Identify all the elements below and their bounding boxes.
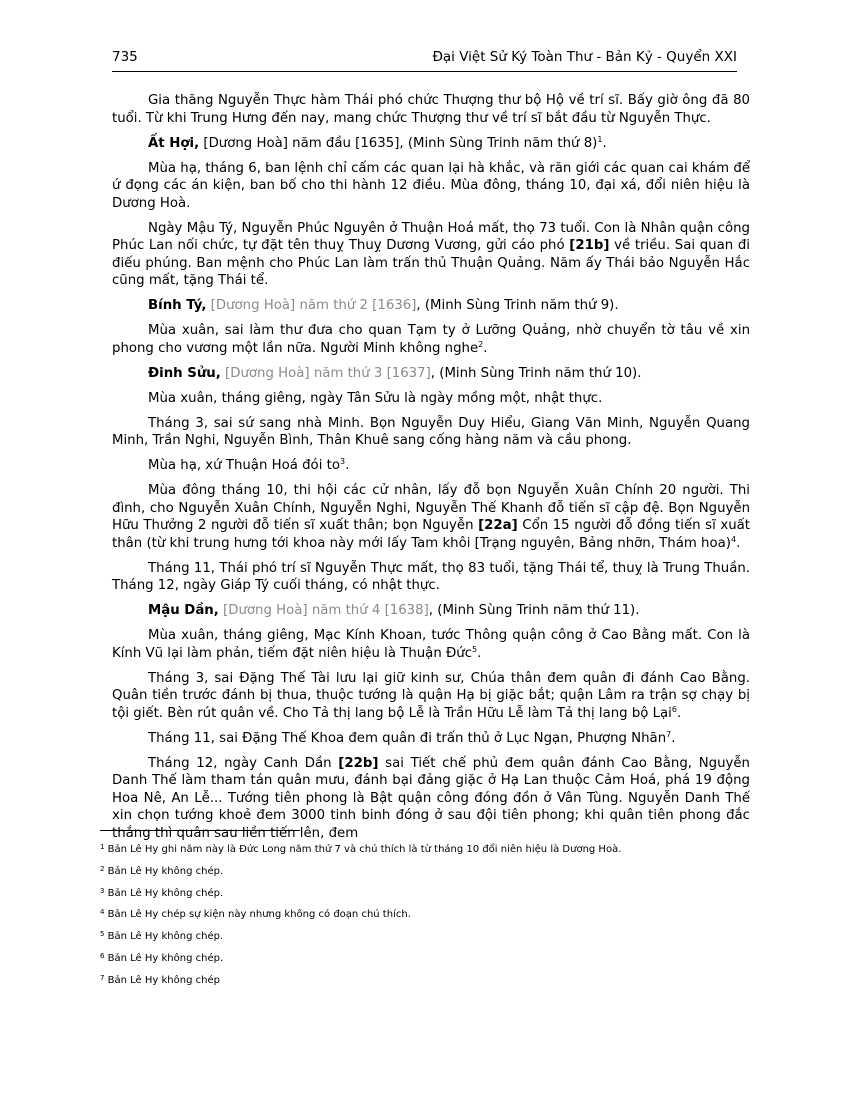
footnote-text: Bản Lê Hy không chép. (107, 952, 224, 964)
main-text (112, 92, 750, 850)
page-number: 735 (112, 49, 138, 65)
year-name: Bính Tý, (148, 298, 207, 313)
footnote (100, 888, 740, 910)
page-marker: [22a] (478, 518, 518, 533)
footnote-text: Bản Lê Hy không chép. (107, 865, 224, 877)
footnote-ref[interactable]: 2 (478, 339, 484, 349)
footnote-number: 7 (100, 973, 105, 982)
paragraph-6: Mùa xuân, sai làm thư đưa cho quan Tạm ty ở Lưỡng Quảng, nhờ chuyển tờ tâu về xin phong cho vương một lần nữa. Người Minh không nghe$^2$. (112, 323, 750, 356)
year-name: Đinh Sửu, (148, 365, 221, 381)
footnote (100, 844, 740, 866)
year-name: Ất Hợi, (148, 135, 200, 151)
year-heading-dinh-suu: Đinh Sửu, [Dương Hoà] năm thứ 3 [1637], (Minh Sùng Trinh năm thứ 10). (148, 365, 642, 381)
footnote-number: 6 (100, 951, 105, 960)
paragraph-8: Mùa xuân, tháng giêng, ngày Tân Sửu là ngày mồng một, nhật thực. (148, 390, 603, 406)
paragraph-15: Tháng 3, sai Đặng Thế Tài lưu lại giữ kinh sư, Chúa thân đem quân đi đánh Cao Bằng. Quân tiền trước đánh bị thua, thuộc tướng là quận Hạ bị giặc bắt; quận Lâm ra trận sợ chạy bị tội giết. Bèn rút quân về. Cho Tả thị lang bộ Lễ là Trần Hữu Lễ làm Tả thị lang bộ Lại$^6$. (112, 670, 750, 721)
footnote-divider (100, 830, 300, 831)
footnote (100, 866, 740, 888)
footnote-ref[interactable]: 1 (597, 134, 603, 144)
footnote-ref[interactable]: 6 (671, 704, 677, 714)
footnote-text: Bản Lê Hy không chép (107, 974, 220, 986)
footnote-ref[interactable]: 4 (730, 534, 737, 544)
paragraph-14: Mùa xuân, tháng giêng, Mạc Kính Khoan, tước Thông quận công ở Cao Bằng mất. Con là Kính Vũ lại làm phản, tiếm đặt niên hiệu là Thuận Đức$^5$. (112, 628, 750, 661)
page-header (112, 49, 737, 72)
footnote-text: Bản Lê Hy không chép. (107, 931, 224, 943)
footnote-number: 2 (100, 864, 105, 873)
paragraph-4: Ngày Mậu Tý, Nguyễn Phúc Nguyên ở Thuận Hoá mất, thọ 73 tuổi. Con là Nhân quận công Phúc Lan nối chức, tự đặt tên thuỵ Thuỵ Dương Vương, gửi cáo phó [21b] về triều. Sai quan đi điếu phúng. Ban mệnh cho Phúc Lan làm trấn thủ Thuận Quảng. Năm ấy Thái bảo Nguyễn Hắc cũng mất, tặng Thái tể. (112, 220, 750, 288)
era-text: [Dương Hoà] năm đầu [1635], (Minh Sùng Trinh năm thứ 8) (199, 135, 598, 151)
footnote (100, 975, 740, 997)
footnote (100, 931, 740, 953)
era-text: [Dương Hoà] năm thứ 2 [1636] (206, 298, 417, 313)
paragraph-12: Tháng 11, Thái phó trí sĩ Nguyễn Thực mất, thọ 83 tuổi, tặng Thái tể, thuỵ là Trung Thuần. Tháng 12, ngày Giáp Tý cuối tháng, có nhật thực. (112, 560, 750, 593)
footnote-number: 4 (100, 908, 105, 917)
footnotes (100, 844, 740, 997)
footnote-text: Bản Lê Hy ghi năm này là Đức Long năm thứ 7 và chú thích là từ tháng 10 đổi niên hiệu là Dương Hoà. (107, 844, 622, 855)
paragraph-10: Mùa hạ, xứ Thuận Hoá đói $to^3$. (148, 457, 350, 473)
book-title: Đại Việt Sử Ký Toàn Thư - Bản Kỷ - Quyển XXI (432, 49, 737, 65)
footnote-number: 3 (100, 886, 105, 895)
paragraph-1: Gia thăng Nguyễn Thực hàm Thái phó chức Thượng thư bộ Hộ về trí sĩ. Bấy giờ ông đã 80 tuổi. Từ khi Trung Hưng đến nay, mang chức Thượng thư về trí sĩ bắt đầu từ Nguyễn Thực. (112, 93, 750, 126)
year-name: Mậu Dần, (148, 603, 219, 618)
footnote-text: Bản Lê Hy không chép. (107, 887, 224, 899)
paragraph-17: Tháng 12, ngày Canh Dần [22b] sai Tiết chế phủ đem quân đánh Cao Bằng, Nguyễn Danh Thế làm tham tán quân mưu, đánh bại đảng giặc ở Hạ Lan thuộc Cảm Hoá, phá 19 động Hoa Nê, An Lễ... Tướng tiên phong là Bật quận công đóng đồn ở Vân Tùng. Nguyễn Danh Thế xin chọn tướng khoẻ đem 3000 tinh binh đóng ở sau đội tiên phong; khi quân tiên phong đắc thắng thì quân sau liền tiến lên, đem (112, 755, 750, 841)
page-marker: [21b] (569, 238, 610, 253)
paragraph-11: Mùa đông tháng 10, thi hội các cử nhân, lấy đỗ bọn Nguyễn Xuân Chính 20 người. Thi đình, cho Nguyễn Xuân Chính, Nguyễn Nghi, Nguyễn Thế Khanh đỗ tiến sĩ cập đệ. Bọn Nguyễn Hữu Thưởng 2 người đỗ tiến sĩ xuất thân; bọn Nguyễn [22a] Cổn 15 người đỗ đồng tiến sĩ xuất thân (từ khi trung hưng tới khoa này mới lấy Tam khôi [Trạng nguyên, Bảng nhỡn, Thám hoa)$^4$. (112, 483, 750, 551)
footnote-ref[interactable]: 3 (339, 457, 346, 466)
paragraph-3: Mùa hạ, tháng 6, ban lệnh chỉ cấm các quan lại hà khắc, và răn giới các quan cai khám để ứ đọng các án kiện, ban bố cho thi hành 12 điều. Mùa đông, tháng 10, đại xá, đổi niên hiệu là Dương Hoà. (112, 160, 750, 211)
era-text: [Dương Hoà] năm thứ 4 [1638] (218, 603, 429, 618)
footnote (100, 909, 740, 931)
era-text: [Dương Hoà] năm thứ 3 [1637] (220, 365, 431, 381)
footnote-text: Bản Lê Hy chép sự kiện này nhưng không có đoạn chú thích. (107, 909, 411, 921)
year-heading-mau-dan: Mậu Dần, [Dương Hoà] năm thứ 4 [1638], (Minh Sùng Trinh năm thứ 11). (148, 603, 640, 618)
footnote-ref[interactable]: 5 (472, 644, 478, 654)
page-marker: [22b] (338, 755, 379, 771)
footnote (100, 953, 740, 975)
year-heading-at-hoi: Ất Hợi, [Dương Hoà] năm đầu [1635], (Minh Sùng Trinh năm thứ 8)$^1$. (148, 134, 607, 151)
footnote-number: 5 (100, 930, 105, 939)
paragraph-16: Tháng 11, sai Đặng Thế Khoa đem quân đi trấn thủ ở Lục Ngạn, Phượng Nhãn$^7$. (148, 729, 676, 746)
paragraph-9: Tháng 3, sai sứ sang nhà Minh. Bọn Nguyễn Duy Hiểu, Giang Văn Minh, Nguyễn Quang Minh, Trần Nghi, Nguyễn Bình, Thân Khuê sang cống hàng năm và cầu phong. (112, 415, 750, 448)
year-heading-binh-ty: Bính Tý, [Dương Hoà] năm thứ 2 [1636], (Minh Sùng Trinh năm thứ 9). (148, 298, 619, 313)
footnote-ref[interactable]: 7 (666, 729, 672, 739)
footnote-number: 1 (100, 843, 105, 851)
